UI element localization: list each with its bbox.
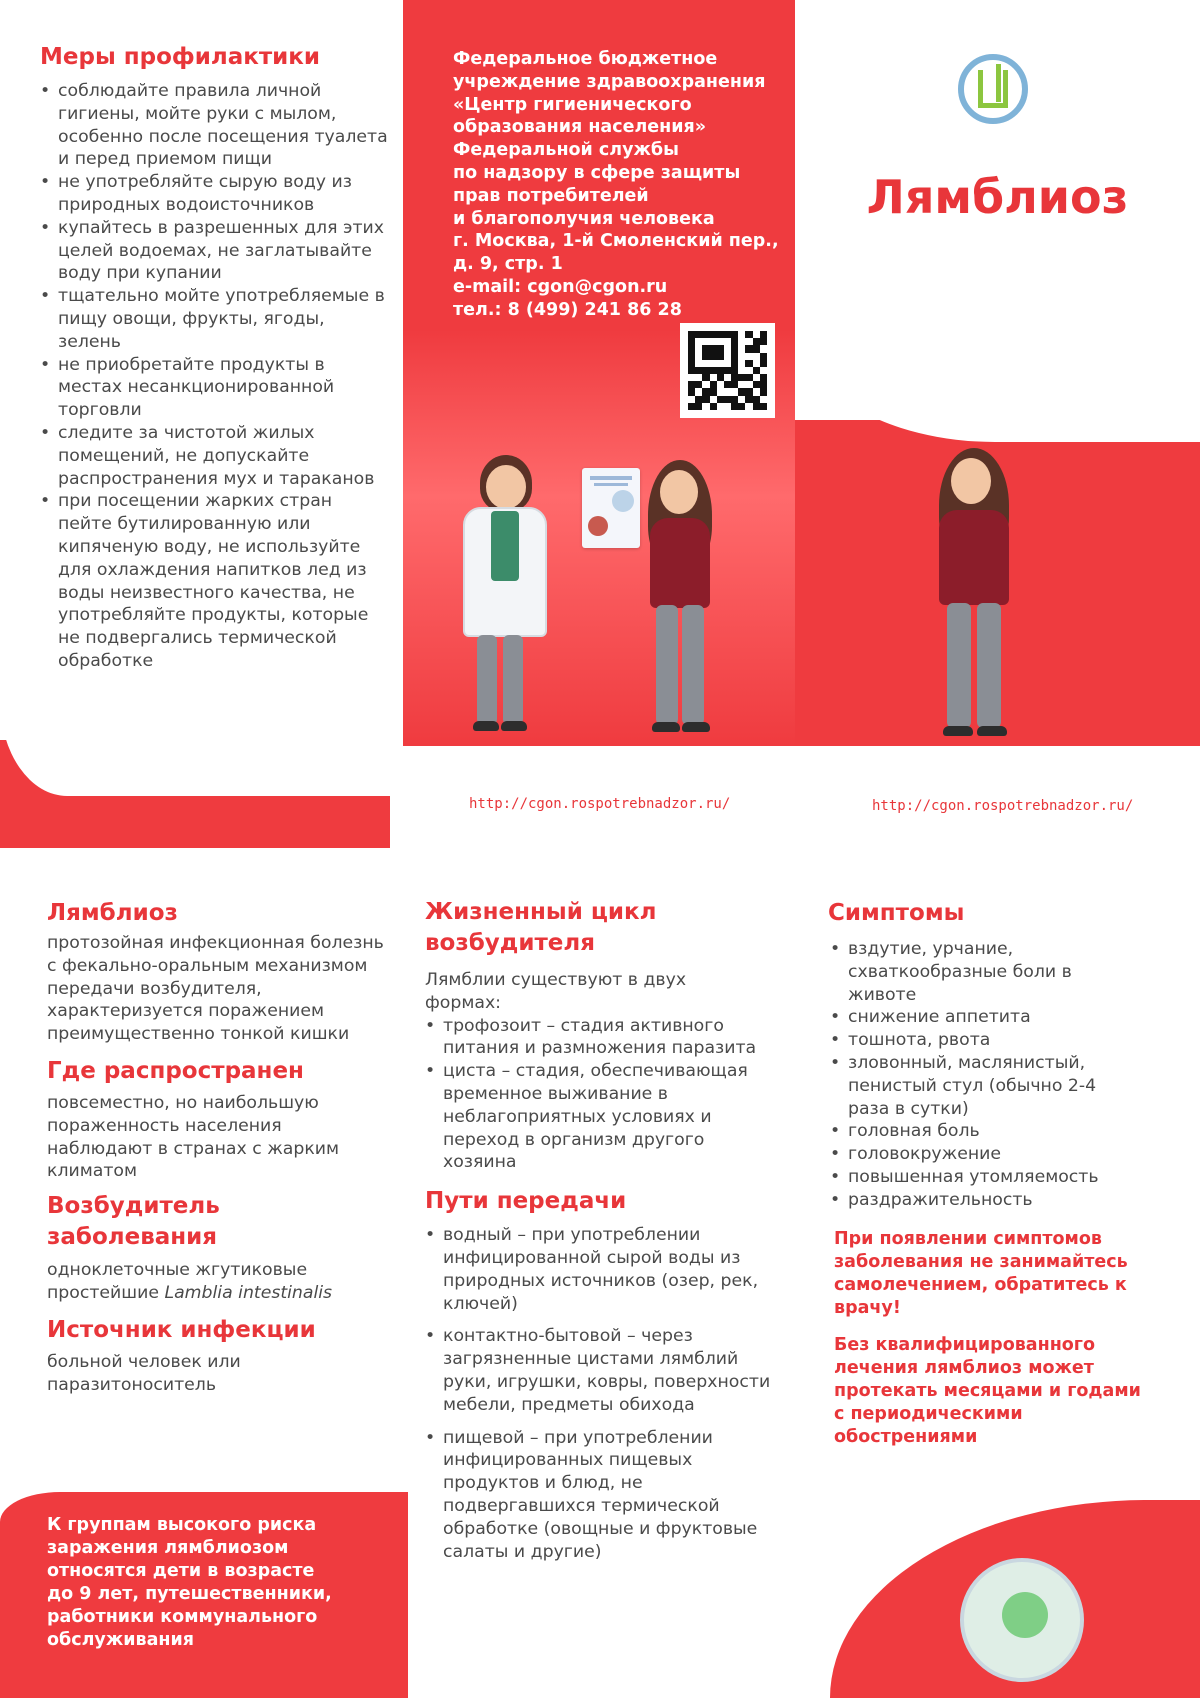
- org-line: по надзору в сфере защиты: [453, 162, 741, 183]
- doctor-leg: [477, 635, 497, 725]
- doctor-shoe: [501, 721, 527, 731]
- cover-title: Лямблиоз: [866, 170, 1129, 224]
- org-line: Федеральное бюджетное: [453, 49, 718, 69]
- pathogen-text: одноклеточные жгутиковые простейшие: [47, 1260, 308, 1303]
- section-title: Жизненный цикл возбудителя: [425, 899, 657, 956]
- prevention-panel: [40, 44, 390, 673]
- list-item: • следите за чистотой жилых помещений, не допускайте распространения мух и тараканов: [40, 422, 390, 490]
- section-text: повсеместно, но наибольшую пораженность населения наблюдают в странах с жарким климатом: [47, 1092, 340, 1182]
- section-text: больной человек или паразитоноситель: [47, 1351, 241, 1395]
- list-item: • контактно-бытовой – через загрязненные цистами лямблий руки, игрушки, ковры, поверхности мебели, предметы обихода: [425, 1325, 780, 1416]
- person-head: [951, 458, 991, 504]
- poster-line: [590, 476, 632, 480]
- qr-code-pattern: [688, 331, 767, 410]
- website-link[interactable]: http://cgon.rospotrebnadzor.ru/: [469, 796, 731, 812]
- transmission-list: [425, 1224, 780, 1563]
- org-line: учреждение здравоохранения: [453, 71, 766, 92]
- organization-info: [453, 48, 788, 322]
- org-line: «Центр гигиенического: [453, 94, 692, 115]
- patient-illustration: [640, 460, 725, 735]
- doctor-head: [486, 465, 526, 509]
- lamblia-germ-icon: [1002, 1592, 1048, 1638]
- list-item: • головная боль: [830, 1120, 1135, 1143]
- list-item: • трофозоит – стадия активного питания и размножения паразита: [425, 1015, 795, 1061]
- website-link[interactable]: http://cgon.rospotrebnadzor.ru/: [872, 798, 1134, 814]
- poster-line: [594, 483, 628, 486]
- list-item: • тщательно мойте употребляемые в пищу овощи, фрукты, ягоды, зелень: [40, 285, 390, 353]
- qr-code[interactable]: [680, 323, 775, 418]
- doctor-advice-note: При появлении симптомов заболевания не занимайтесь самолечением, обратитесь к врачу!: [834, 1228, 1128, 1318]
- section-title: Симптомы: [828, 900, 965, 926]
- section-title: Источник инфекции: [47, 1316, 316, 1343]
- org-line: д. 9, стр. 1: [453, 254, 563, 275]
- section-text: [47, 1259, 392, 1305]
- list-item: • не приобретайте продукты в местах несанкционированной торговли: [40, 354, 390, 422]
- cgon-logo-icon: [958, 54, 1028, 124]
- list-item: • при посещении жарких стран пейте бутилированную или кипяченую воду, не используйте для охлаждения напитков лед из воды неизвестного качества, не употребляйте продукты, которые не подвергались термической обработке: [40, 490, 390, 672]
- petri-dish-icon: [960, 1558, 1084, 1682]
- org-phone: тел.: 8 (499) 241 86 28: [453, 299, 682, 320]
- section-text: протозойная инфекционная болезнь с фекально-оральным механизмом передачи возбудителя, характеризуется поражением преимущественно тонкой кишки: [47, 933, 384, 1045]
- patient-head: [660, 470, 698, 514]
- list-item: • тошнота, рвота: [830, 1029, 1135, 1052]
- org-line: и благополучия человека: [453, 208, 715, 229]
- lifecycle-list: [425, 1015, 795, 1175]
- sick-person-illustration: [925, 448, 1030, 743]
- logo-letter-shape: [978, 70, 1008, 108]
- treatment-warning-note: Без квалифицированного лечения лямблиоз может протекать месяцами и годами с периодическими обострениями: [834, 1334, 1141, 1447]
- section-title: Пути передачи: [425, 1188, 627, 1215]
- person-sweater: [939, 510, 1009, 605]
- section-title: Где распространен: [47, 1057, 304, 1084]
- patient-shoe: [652, 722, 680, 732]
- prevention-list: [40, 80, 390, 673]
- list-item: • пищевой – при употреблении инфицированных пищевых продуктов и блюд, не подвергавшихся термической обработке (овощные и фруктовые салаты и другие): [425, 1427, 780, 1564]
- org-line: образования населения»: [453, 117, 707, 138]
- list-item: • водный – при употреблении инфицированной сырой воды из природных источников (озер, рек, ключей): [425, 1224, 780, 1315]
- poster-circle-icon: [612, 490, 634, 512]
- risk-group-text: К группам высокого риска заражения лямблиозом относятся дети в возрасте до 9 лет, путешественники, работники коммунального обслуживания: [47, 1515, 332, 1650]
- prevention-title: Меры профилактики: [40, 44, 320, 70]
- column-about: [47, 900, 392, 1396]
- logo-letter-bar: [996, 64, 1001, 102]
- patient-leg: [682, 605, 704, 725]
- column-lifecycle: [425, 897, 795, 1563]
- org-email: e-mail: cgon@cgon.ru: [453, 276, 668, 297]
- symptoms-list: [830, 938, 1135, 1212]
- poster-illustration: [582, 468, 640, 548]
- list-item: • раздражительность: [830, 1189, 1135, 1212]
- list-item: • купайтесь в разрешенных для этих целей водоемах, не заглатывайте воду при купании: [40, 217, 390, 285]
- left-wave-white: [0, 700, 390, 796]
- list-item: • вздутие, урчание, схваткообразные боли в животе: [830, 938, 1090, 1006]
- person-leg: [947, 603, 971, 728]
- poster-face-icon: [588, 516, 608, 536]
- person-shoe: [977, 726, 1007, 736]
- person-shoe: [943, 726, 973, 736]
- list-item: • снижение аппетита: [830, 1006, 1135, 1029]
- org-line: г. Москва, 1-й Смоленский пер.,: [453, 231, 779, 252]
- list-item: • головокружение: [830, 1143, 1135, 1166]
- list-item: • циста – стадия, обеспечивающая временное выживание в неблагоприятных условиях и переход в организм другого хозяина: [425, 1060, 765, 1174]
- list-item: • зловонный, маслянистый, пенистый стул (обычно 2-4 раза в сутки): [830, 1052, 1135, 1120]
- doctor-illustration: [445, 455, 565, 735]
- patient-leg: [656, 605, 678, 725]
- patient-shoe: [682, 722, 710, 732]
- risk-group-panel: [0, 1492, 408, 1698]
- pathogen-latin-name: Lamblia intestinalis: [164, 1282, 333, 1303]
- list-item: • не употребляйте сырую воду из природных водоисточников: [40, 171, 390, 217]
- column-symptoms: [828, 900, 1173, 1449]
- list-item: • соблюдайте правила личной гигиены, мойте руки с мылом, особенно после посещения туалета и перед приемом пищи: [40, 80, 390, 171]
- doctor-shirt: [491, 511, 519, 581]
- list-item: • повышенная утомляемость: [830, 1166, 1135, 1189]
- doctor-leg: [503, 635, 523, 725]
- patient-sweater: [650, 518, 710, 608]
- doctor-shoe: [473, 721, 499, 731]
- section-title: Возбудитель заболевания: [47, 1193, 220, 1251]
- org-line: прав потребителей: [453, 185, 649, 206]
- person-leg: [977, 603, 1001, 728]
- section-intro: Лямблии существуют в двух формах:: [425, 970, 687, 1013]
- section-title: Лямблиоз: [47, 900, 178, 926]
- org-line: Федеральной службы: [453, 140, 679, 161]
